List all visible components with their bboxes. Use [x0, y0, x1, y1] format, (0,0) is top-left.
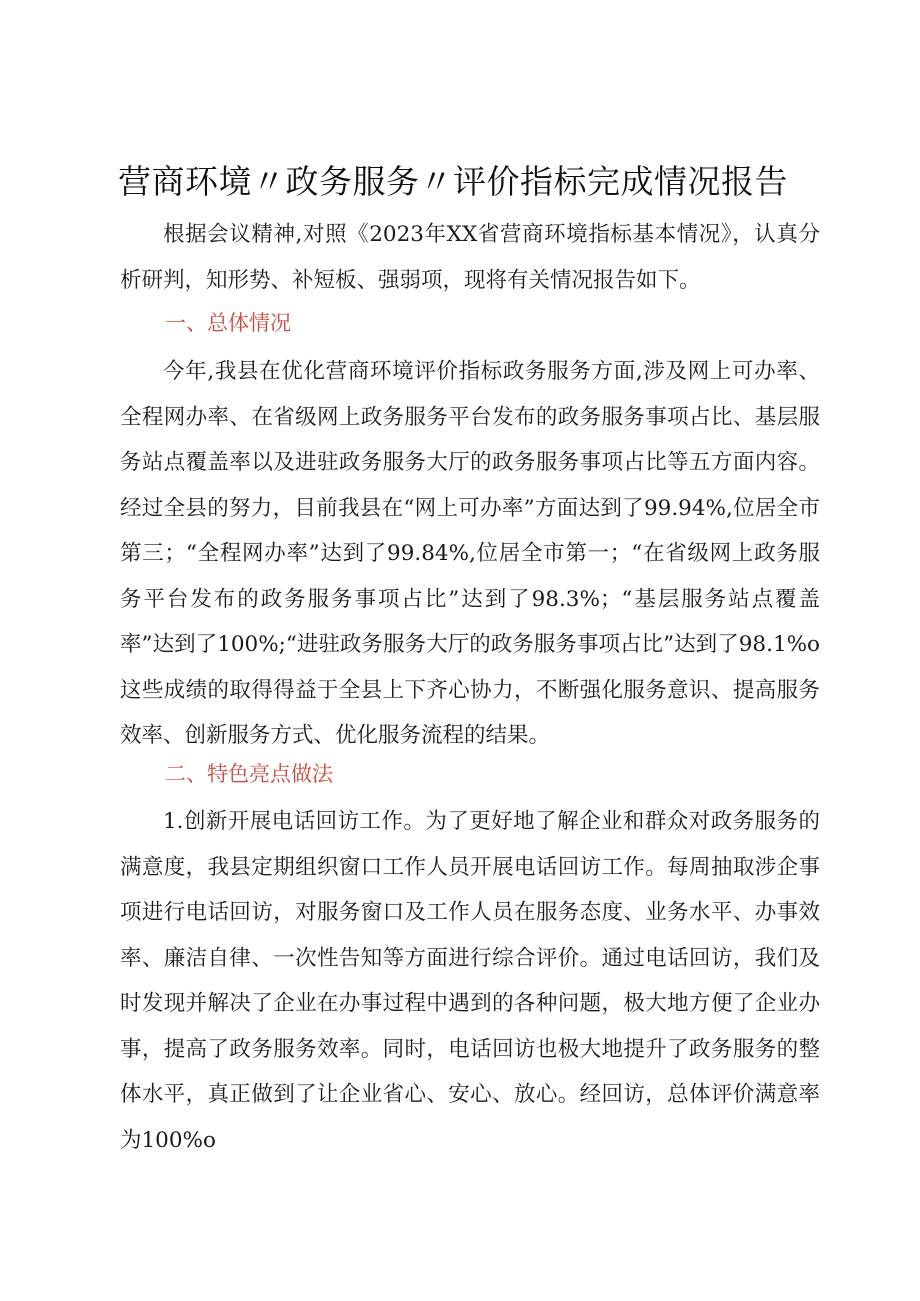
section-heading-overall: 一、总体情况	[165, 311, 291, 335]
document-title: 营商环境〃政务服务〃评价指标完成情况报告	[118, 162, 788, 201]
section-heading-highlights: 二、特色亮点做法	[165, 762, 333, 786]
overall-situation-paragraph: 今年,我县在优化营商环境评价指标政务服务方面,涉及网上可办率、全程网办率、在省级网上政务服务平台发布的政务服务事项占比、基层服务站点覆盖率以及进驻政务服务大厅的政务服务事项占比等五方面内容。经过全县的努力，目前我县在“网上可办率”方面达到了99.94%,位居全市第三；“全程网办率”达到了99.84%,位居全市第一；“在省级网上政务服务平台发布的政务服务事项占比”达到了98.3%；“基层服务站点覆盖率”达到了100%;“进驻政务服务大厅的政务服务事项占比”达到了98.1%o这些成绩的取得得益于全县上下齐心协力，不断强化服务意识、提高服务效率、创新服务方式、优化服务流程的结果。	[120, 359, 820, 748]
intro-paragraph: 根据会议精神,对照《2023年XX省营商环境指标基本情况》，认真分析研判，知形势、补短板、强弱项，现将有关情况报告如下。	[120, 222, 820, 293]
phone-followup-paragraph: 1.创新开展电话回访工作。为了更好地了解企业和群众对政务服务的满意度，我县定期组织窗口工作人员开展电话回访工作。每周抽取涉企事项进行电话回访，对服务窗口及工作人员在服务态度、业务水平、办事效率、廉洁自律、一次性告知等方面进行综合评价。通过电话回访，我们及时发现并解决了企业在办事过程中遇到的各种问题，极大地方便了企业办事，提高了政务服务效率。同时，电话回访也极大地提升了政务服务的整体水平，真正做到了让企业省心、安心、放心。经回访，总体评价满意率为100%o	[120, 809, 820, 1153]
